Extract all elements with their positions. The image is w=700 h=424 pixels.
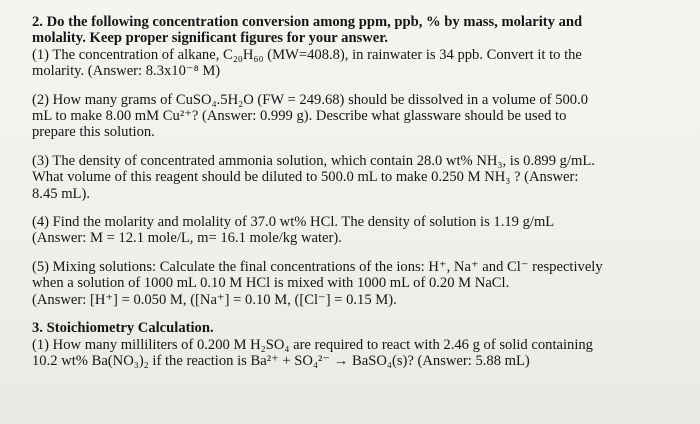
question-3-1-line-1: (1) How many milliliters of 0.200 M H₂SO₄ are required to react with 2.46 g of solid containing bbox=[32, 336, 593, 353]
question-2-5-line-1: (5) Mixing solutions: Calculate the final concentrations of the ions: H⁺, Na⁺ and Cl⁻ respectively bbox=[32, 258, 603, 275]
question-2-4-line-2: (Answer: M = 12.1 mole/L, m= 16.1 mole/kg water). bbox=[32, 230, 342, 247]
section-2-title-line-2: molality. Keep proper significant figures for your answer. bbox=[32, 30, 389, 47]
question-2-5-line-3: (Answer: [H⁺] = 0.050 M, ([Na⁺] = 0.10 M, ([Cl⁻] = 0.15 M). bbox=[32, 291, 397, 308]
question-2-2-line-3: prepare this solution. bbox=[32, 124, 155, 141]
question-2-5 bbox=[32, 259, 680, 308]
section-2-title-line-1: 2. Do the following concentration conversion among ppm, ppb, % by mass, molarity and bbox=[32, 14, 583, 30]
question-2-4 bbox=[32, 214, 680, 247]
question-2-2-line-1: (2) How many grams of CuSO₄.5H₂O (FW = 249.68) should be dissolved in a volume of 500.0 bbox=[32, 91, 589, 108]
question-2-2-line-2: mL to make 8.00 mM Cu²⁺? (Answer: 0.999 g). Describe what glassware should be used to bbox=[32, 108, 567, 125]
question-3-1 bbox=[32, 337, 680, 370]
question-2-3-line-1: (3) The density of concentrated ammonia solution, which contain 28.0 wt% NH₃, is 0.899 g/mL. bbox=[32, 152, 595, 169]
question-2-4-line-1: (4) Find the molarity and molality of 37.0 wt% HCl. The density of solution is 1.19 g/mL bbox=[32, 214, 555, 231]
question-2-3-line-2: What volume of this reagent should be diluted to 500.0 mL to make 0.250 M NH₃ ? (Answer: bbox=[32, 169, 579, 186]
question-2-5-line-2: when a solution of 1000 mL 0.10 M HCl is mixed with 1000 mL of 0.20 M NaCl. bbox=[32, 275, 510, 292]
question-2-1 bbox=[32, 47, 680, 80]
question-2-3-line-3: 8.45 mL). bbox=[32, 185, 90, 202]
question-2-1-line-1: (1) The concentration of alkane, C₂₀H₆₀ (MW=408.8), in rainwater is 34 ppb. Convert it to the bbox=[32, 46, 582, 63]
section-2 bbox=[32, 14, 680, 308]
section-3 bbox=[32, 320, 680, 369]
question-2-3 bbox=[32, 153, 680, 202]
section-3-title: 3. Stoichiometry Calculation. bbox=[32, 320, 214, 337]
question-2-2 bbox=[32, 92, 680, 141]
question-2-1-line-2: molarity. (Answer: 8.3x10⁻⁸ M) bbox=[32, 63, 221, 80]
question-3-1-line-2: 10.2 wt% Ba(NO₃)₂ if the reaction is Ba²⁺ + SO₄²⁻ → BaSO₄(s)? (Answer: 5.88 mL) bbox=[32, 352, 530, 369]
